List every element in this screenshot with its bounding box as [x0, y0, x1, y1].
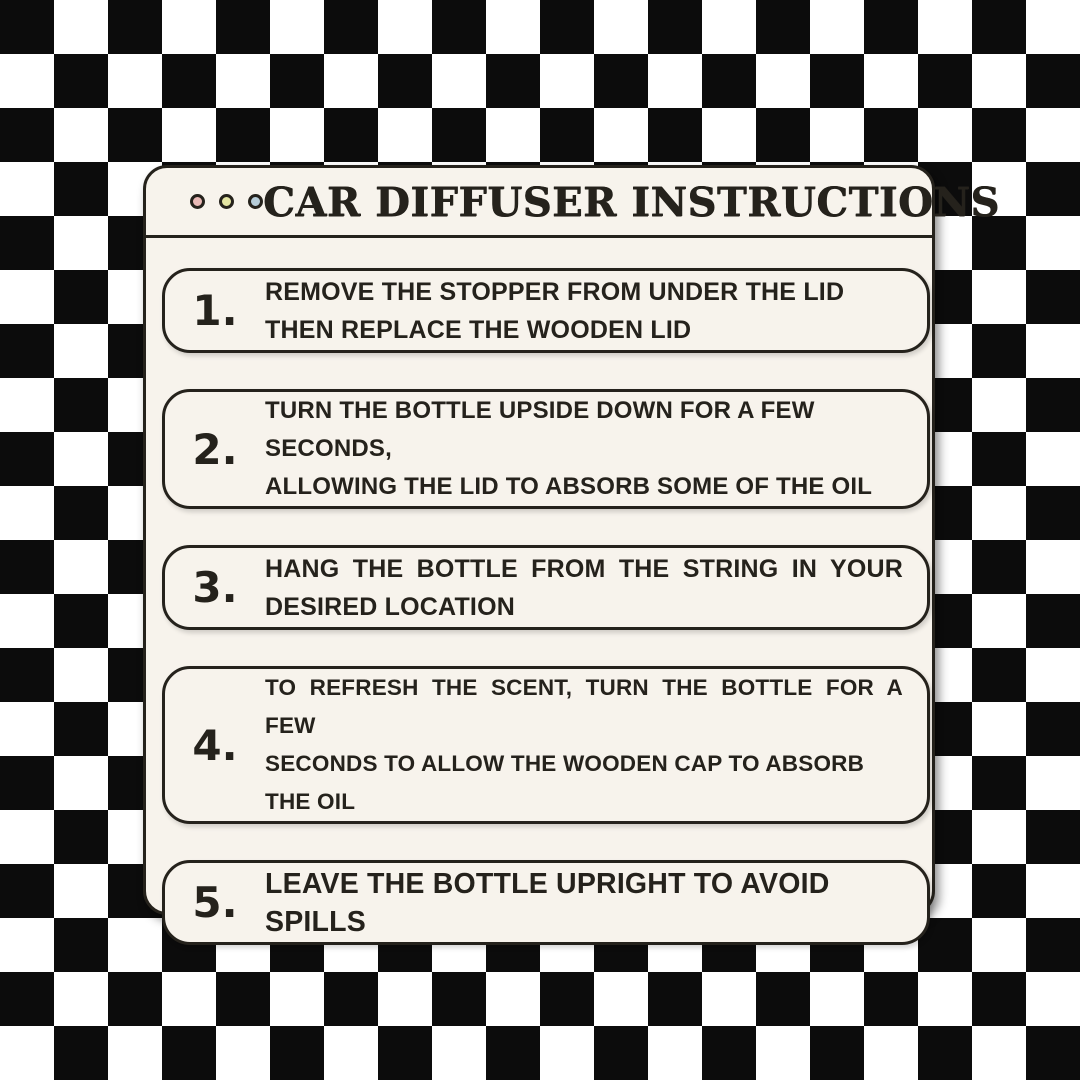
window-controls	[190, 194, 263, 209]
instruction-item	[162, 268, 930, 353]
instruction-line: LEAVE THE BOTTLE UPRIGHT TO AVOID SPILLS	[265, 867, 830, 938]
window-titlebar	[146, 168, 1000, 238]
traffic-light-blue-icon	[248, 194, 263, 209]
instruction-text	[265, 865, 927, 941]
instruction-number: 4.	[192, 720, 238, 770]
instruction-item	[162, 545, 930, 630]
instruction-line: THEN REPLACE THE WOODEN LID	[265, 315, 692, 344]
instruction-number: 2.	[192, 424, 238, 474]
instruction-text	[265, 273, 927, 349]
instruction-line: SECONDS TO ALLOW THE WOODEN CAP TO ABSORB THE OIL	[265, 751, 865, 814]
instruction-line: HANG THE BOTTLE FROM THE STRING IN YOUR	[265, 554, 903, 583]
instruction-text	[265, 392, 927, 506]
instruction-text	[265, 669, 927, 821]
instruction-item	[162, 860, 930, 945]
instruction-number: 3.	[192, 563, 238, 612]
instruction-item	[162, 666, 930, 824]
instruction-text	[265, 550, 927, 626]
instruction-line: TO REFRESH THE SCENT, TURN THE BOTTLE FOR A FEW	[265, 675, 903, 738]
instruction-line: DESIRED LOCATION	[265, 592, 515, 621]
instruction-number: 5.	[192, 878, 238, 927]
instruction-line: REMOVE THE STOPPER FROM UNDER THE LID	[265, 277, 845, 306]
traffic-light-pink-icon	[190, 194, 205, 209]
traffic-light-yellow-icon	[219, 194, 234, 209]
window-title: CAR DIFFUSER INSTRUCTIONS	[263, 179, 1000, 226]
instruction-line: TURN THE BOTTLE UPSIDE DOWN FOR A FEW SECONDS,	[265, 397, 815, 462]
instruction-window-card	[143, 165, 1000, 938]
instructions-list	[146, 238, 932, 945]
instruction-item	[162, 389, 930, 509]
instruction-number: 1.	[192, 286, 238, 335]
instruction-line: ALLOWING THE LID TO ABSORB SOME OF THE OIL	[265, 473, 873, 500]
